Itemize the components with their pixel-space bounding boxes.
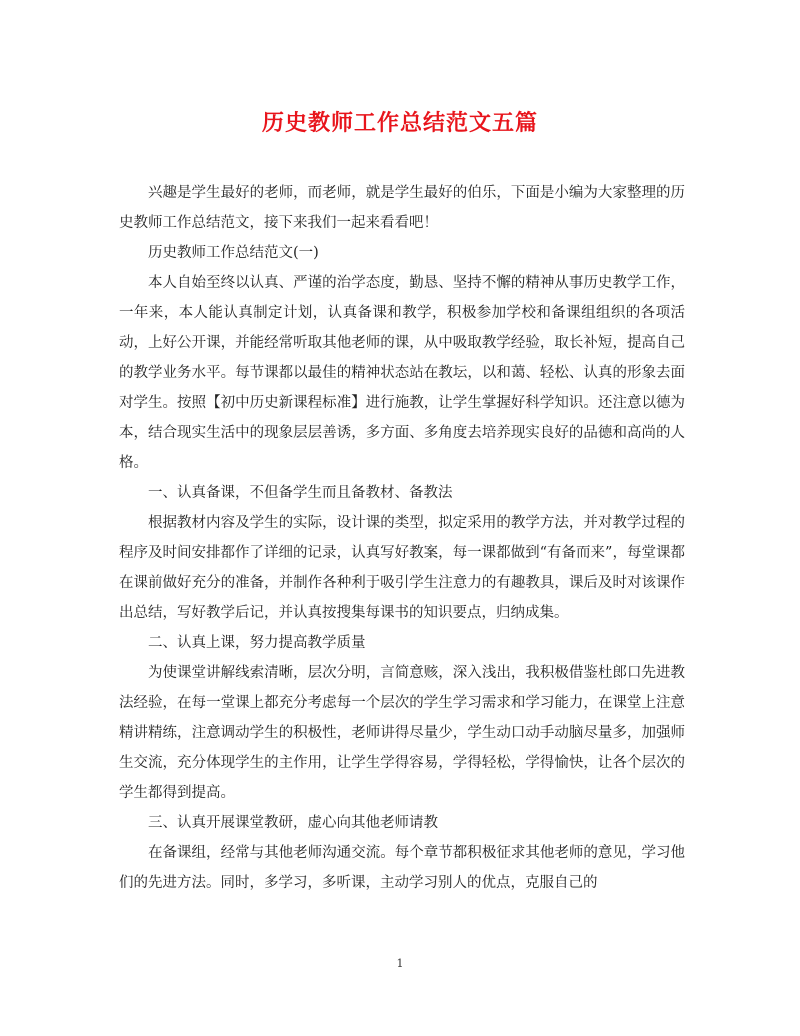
section-heading-2: 二、认真上课，努力提高教学质量 — [148, 635, 366, 651]
document-body — [119, 178, 685, 898]
body-paragraph: 本人自始至终以认真、严谨的治学态度，勤恳、坚持不懈的精神从事历史教学工作，一年来，本人能认真制定计划，认真备课和教学，积极参加学校和备课组组织的各项活动，上好公开课，并能经常听取其他老师的课，从中吸取教学经验，取长补短，提高自己的教学业务水平。每节课都以最佳的精神状态站在教坛，以和蔼、轻松、认真的形象去面对学生。按照【初中历史新课程标准】进行施教，让学生掌握好科学知识。还注意以德为本，结合现实生活中的现象层层善诱，多方面、多角度去培养现实良好的品德和高尚的人格。 — [119, 275, 685, 471]
section-heading-essay-1: 历史教师工作总结范文(一) — [148, 245, 319, 261]
body-paragraph: 根据教材内容及学生的实际，设计课的类型，拟定采用的教学方法，并对教学过程的程序及时间安排都作了详细的记录，认真写好教案，每一课都做到“有备而来”，每堂课都在课前做好充分的准备，并制作各种利于吸引学生注意力的有趣教具，课后及时对该课作出总结，写好教学后记，并认真按搜集每课书的知识要点，归纳成集。 — [119, 515, 685, 621]
intro-paragraph: 兴趣是学生最好的老师，而老师，就是学生最好的伯乐，下面是小编为大家整理的历史教师工作总结范文，接下来我们一起来看看吧！ — [119, 185, 685, 231]
page-number: 1 — [396, 957, 404, 970]
document-title: 历史教师工作总结范文五篇 — [261, 110, 538, 136]
body-paragraph: 为使课堂讲解线索清晰，层次分明，言简意赅，深入浅出，我积极借鉴杜郎口先进教法经验，在每一堂课上都充分考虑每一个层次的学生学习需求和学习能力，在课堂上注意精讲精练，注意调动学生的积极性，老师讲得尽量少，学生动口动手动脑尽量多，加强师生交流，充分体现学生的主作用，让学生学得容易，学得轻松，学得愉快，让各个层次的学生都得到提高。 — [119, 665, 685, 801]
section-heading-1: 一、认真备课，不但备学生而且备教材、备教法 — [148, 485, 453, 501]
section-heading-3: 三、认真开展课堂教研，虚心向其他老师请教 — [148, 815, 438, 831]
body-paragraph: 在备课组，经常与其他老师沟通交流。每个章节都积极征求其他老师的意见，学习他们的先进方法。同时，多学习，多听课，主动学习别人的优点，克服自己的 — [119, 845, 685, 891]
